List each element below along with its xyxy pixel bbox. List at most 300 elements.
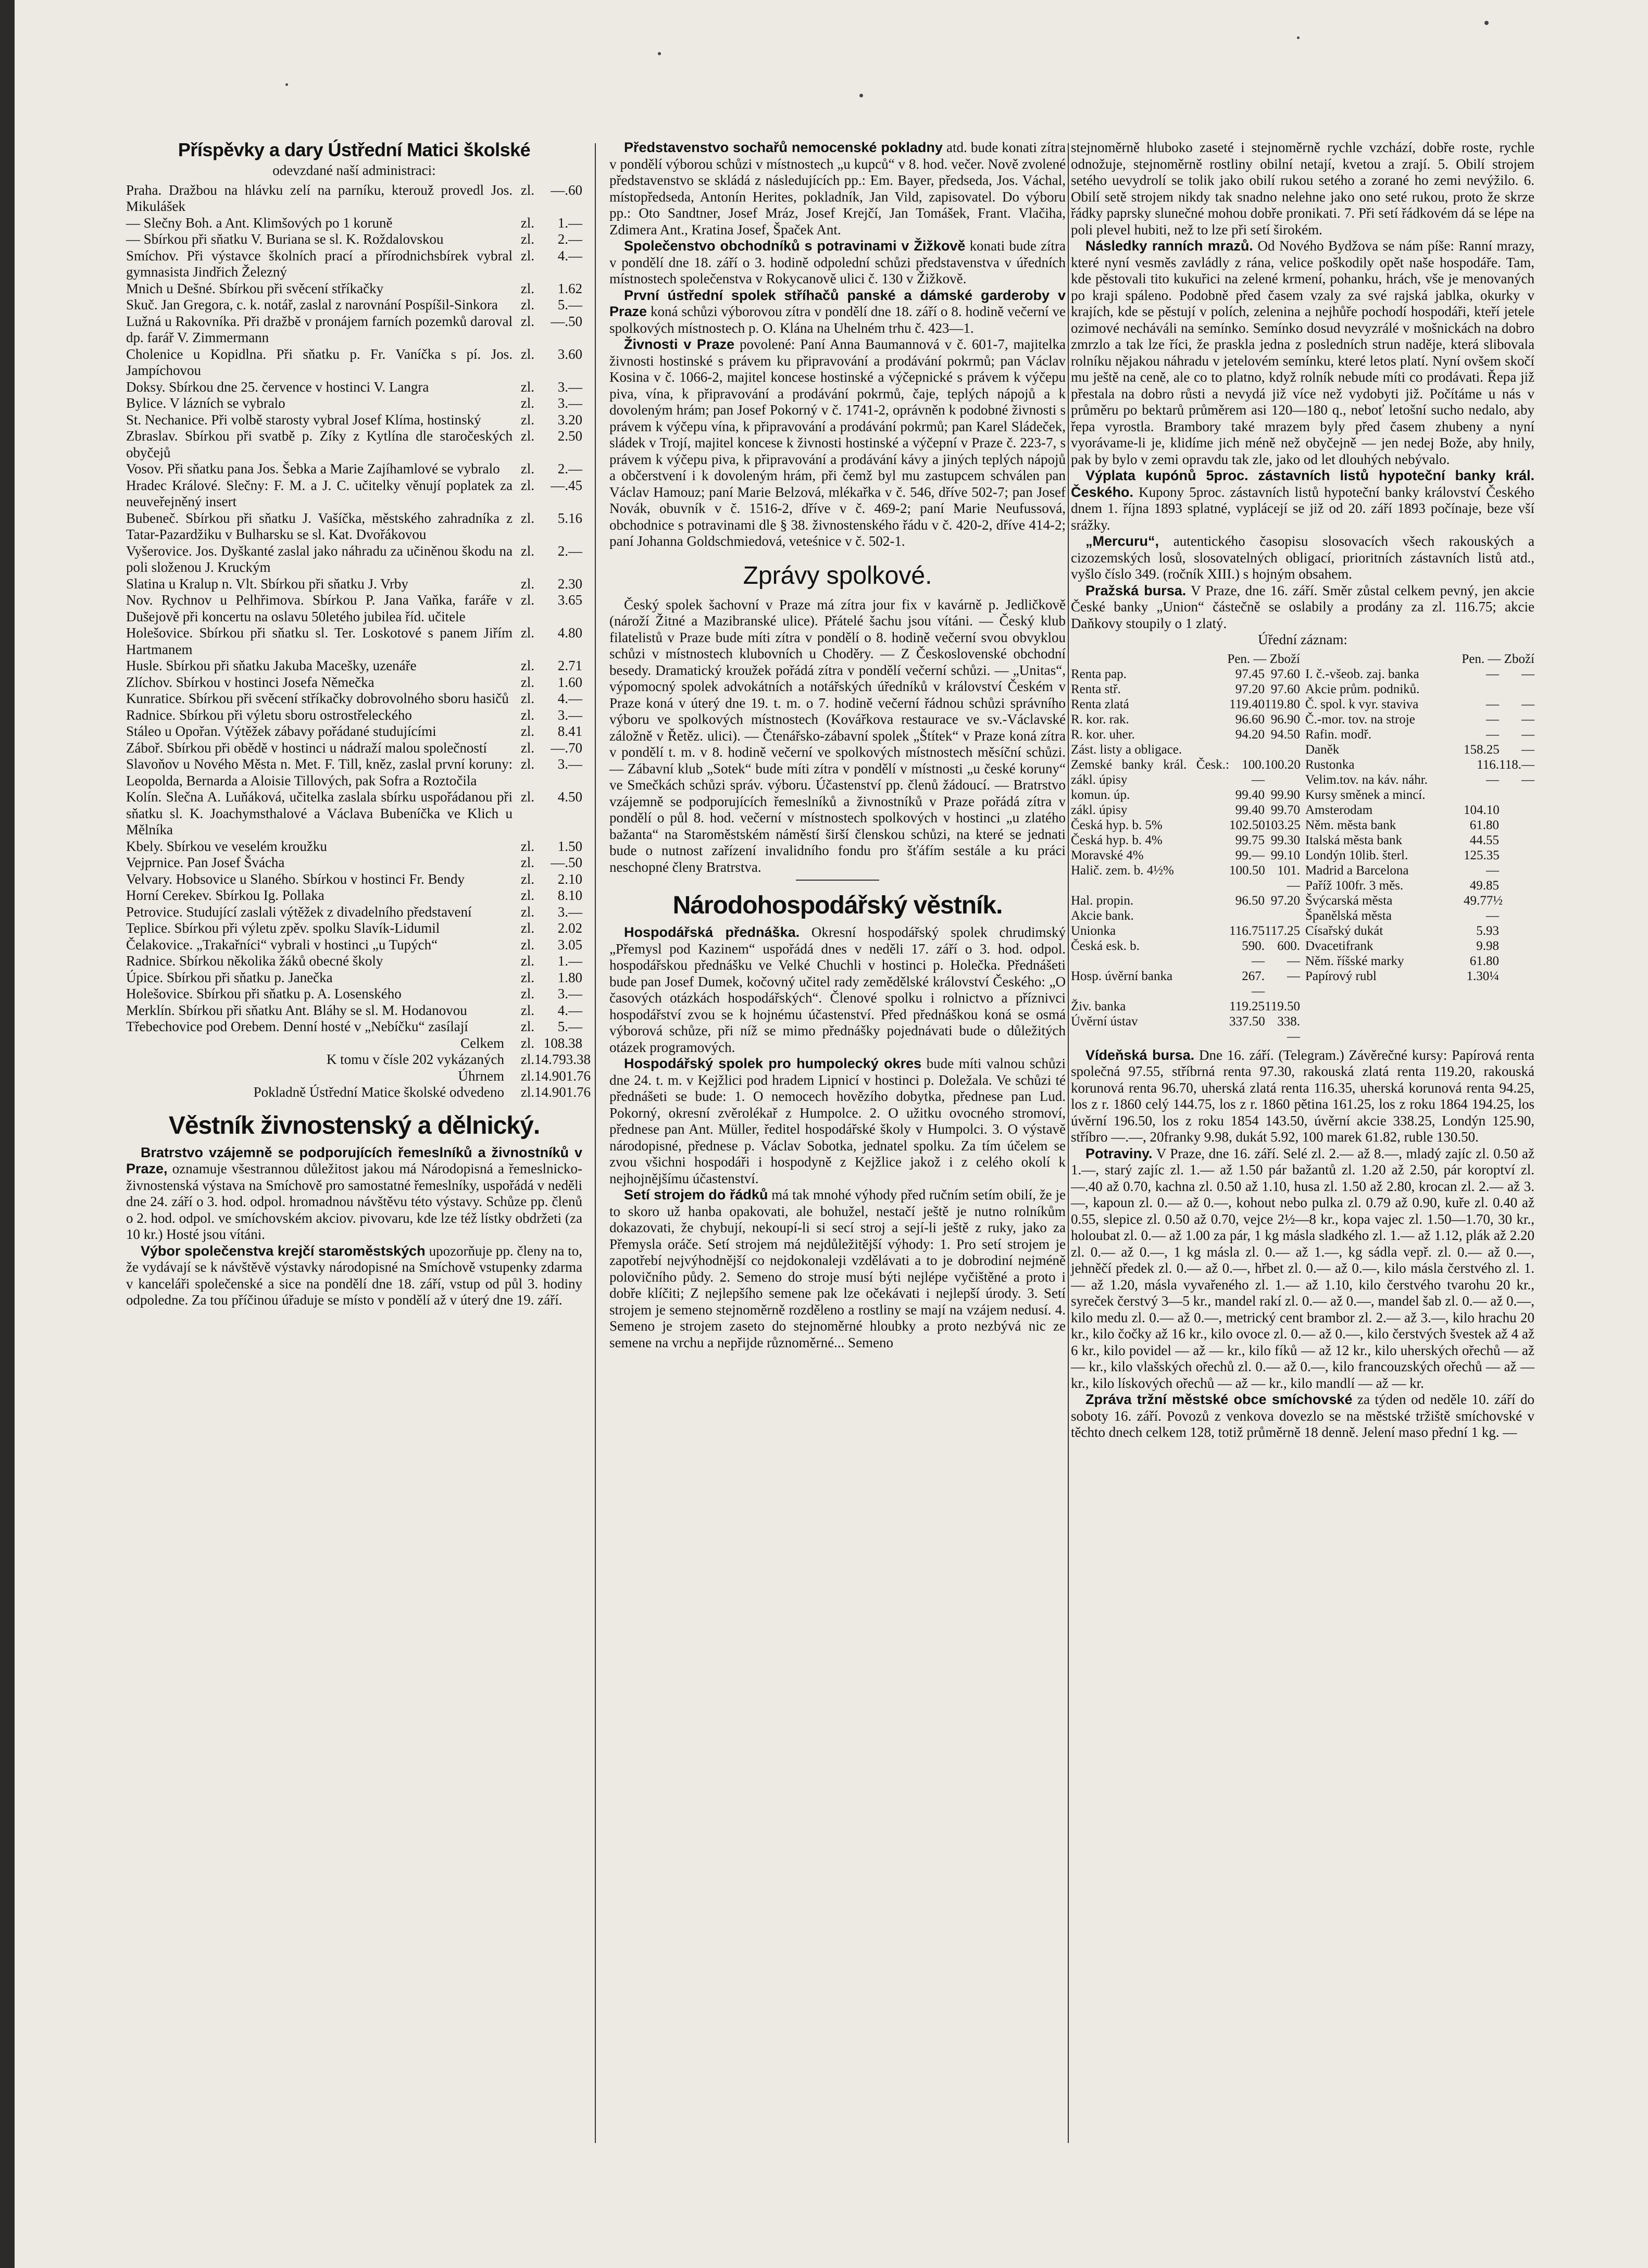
article-head: Hospodářský spolek pro humpolecký okres: [624, 1056, 922, 1071]
rate-goods: [1499, 818, 1534, 833]
total-currency: zl.: [520, 1084, 534, 1100]
total-currency: zl.: [520, 1035, 534, 1051]
donation-currency: zl.: [520, 411, 534, 428]
donation-currency: zl.: [520, 953, 534, 969]
rate-name: Velim.tov. na káv. náhr.: [1305, 772, 1428, 787]
rate-money: —: [1486, 772, 1499, 787]
donation-amount: 2.—: [557, 461, 582, 477]
rates-left: [1071, 651, 1300, 1044]
rate-money: —: [1486, 697, 1499, 711]
rate-money: 116.: [1477, 757, 1499, 772]
donation-entry: [126, 215, 582, 232]
rate-goods: [1499, 878, 1534, 893]
donation-text: — Sbírkou při sňatku V. Buriana se sl. K. Roždalovskou: [126, 231, 444, 247]
rate-money: 99.40: [1235, 803, 1265, 817]
rate-row: [1305, 727, 1534, 742]
donation-entry: [126, 953, 582, 970]
donation-text: Horní Cerekev. Sbírkou Ig. Pollaka: [126, 887, 324, 903]
rate-money: 61.80: [1469, 954, 1499, 968]
rate-goods: 99.70: [1270, 803, 1300, 817]
donation-currency: zl.: [520, 280, 534, 296]
donation-amount: 2.50: [557, 428, 582, 444]
rate-name: Renta zlatá: [1071, 697, 1129, 711]
donations-subheading: odevzdané naší administraci:: [272, 162, 436, 178]
article-head: Výplata kupónů 5proc. zástavních listů hypoteční banky král. Českého.: [1071, 468, 1534, 500]
donation-currency: zl.: [520, 625, 534, 641]
rate-row: [1071, 697, 1300, 712]
rate-money: 49.85: [1469, 878, 1499, 893]
rate-name: Císařský dukát: [1305, 923, 1383, 938]
rate-goods: [1499, 803, 1534, 818]
rate-row: [1305, 938, 1534, 954]
rate-row: [1305, 772, 1534, 787]
article-body: za týden od neděle 10. září do soboty 16. září. Povozů z venkova dovezlo se na městské tržiště smíchovské v těchto dnech celkem 128, totiž průměrně 18 denně. Jelení maso přední 1 kg. —: [1071, 1392, 1534, 1440]
rate-name: Česká hyp. b. 4%: [1071, 833, 1163, 847]
rate-goods: —: [1521, 772, 1534, 787]
article-body: má tak mnohé výhody před ručním setím obilí, že je to skoro už hanba opakovati, ale bohužel, nestačí ještě je nutno rolníkům dokazovati, že chybují, nekoupí-li si secí stroj a sejí-li ještě z ruky, jako za Přemysla oráče. Setí strojem má nejdůležitější výhody: 1. Pro setí strojem je zapotřebí nejvýhodnější co nejdokonaleji vzdělávati a to je dobrodiní nejméně polovičního půdy. 2. Semeno do stroje musí býti nejlépe vyčištěné a proto i dobře klíčiti; Z nejlepšího semene pak lze očekávati i nejlepší úrody. 3. Setí strojem je semeno stejnoměrně rozděleno a rostliny se mají na vzájem nedusí. 4. Semeno je strojem zaseto do stejnoměrné hloubky a proto nezbývá nic ze semene na vrchu a nepřijde různoměrné... Semeno: [609, 1187, 1066, 1350]
rate-money: 9.98: [1476, 938, 1499, 953]
donation-amount: 4.—: [557, 247, 582, 264]
article-head: První ústřední spolek stříhačů panské a dámské garderoby v Praze: [609, 287, 1066, 319]
rate-row: [1305, 803, 1534, 818]
rate-money: —: [1486, 908, 1499, 923]
article-head: Potraviny.: [1085, 1145, 1153, 1161]
article-paragraph: [126, 1145, 582, 1243]
column-rule: [595, 143, 596, 2143]
rate-name: Č.-mor. tov. na stroje: [1305, 712, 1415, 726]
donation-text: Zlíchov. Sbírkou v hostinci Josefa Němečka: [126, 674, 374, 690]
total-row: [126, 1068, 591, 1085]
rate-row: [1071, 923, 1300, 938]
rate-goods: 99.10: [1270, 848, 1300, 862]
donation-entry: [126, 379, 582, 396]
donation-text: Úpice. Sbírkou při sňatku p. Janečka: [126, 969, 333, 985]
total-amount: 14.901.76: [534, 1068, 591, 1084]
total-amount: 14.793.38: [534, 1051, 591, 1067]
donation-entry: [126, 904, 582, 921]
article-head: Živnosti v Praze: [624, 336, 734, 352]
announcements: [609, 140, 1066, 550]
article-paragraph: [609, 1056, 1066, 1187]
rate-money: 99.—: [1235, 848, 1265, 862]
donation-currency: zl.: [520, 297, 534, 312]
rate-goods: [1499, 848, 1534, 863]
donation-currency: zl.: [520, 379, 534, 395]
rate-money: —: [1486, 712, 1499, 726]
rates-heading: Úřední záznam:: [1258, 632, 1347, 647]
rate-row: [1071, 803, 1300, 818]
donation-currency: zl.: [520, 428, 534, 444]
donation-currency: zl.: [520, 346, 534, 362]
scan-speck: [658, 52, 661, 55]
donation-currency: zl.: [520, 838, 534, 854]
donation-currency: zl.: [520, 231, 534, 247]
rate-row: [1071, 893, 1300, 908]
article-paragraph: [1071, 238, 1534, 468]
donation-amount: 8.10: [557, 887, 582, 903]
rate-goods: [1499, 787, 1534, 803]
donation-amount: 2.—: [557, 231, 582, 247]
rate-money: 119.40: [1229, 697, 1265, 711]
rate-goods: [1499, 969, 1534, 984]
donation-currency: zl.: [520, 691, 534, 706]
column-rule: [1068, 143, 1069, 2143]
rate-row: [1071, 742, 1300, 757]
donation-amount: 1.—: [557, 953, 582, 969]
donation-entry: [126, 789, 582, 838]
donation-currency: zl.: [520, 986, 534, 1001]
article-paragraph: [609, 924, 1066, 1056]
donation-amount: 3.—: [557, 986, 582, 1001]
rate-name: Amsterodam: [1305, 803, 1373, 817]
rate-row: [1305, 667, 1534, 682]
article-body: konati bude zítra v pondělí dne 18. září o 3. hodině odpolední schůzi představenstva v úředních místnostech společenstva v Rokycanově ulici č. 130 v Žižkově.: [609, 238, 1066, 286]
donation-entry: [126, 576, 582, 593]
rate-name: R. kor. rak.: [1071, 712, 1129, 726]
rate-goods: [1499, 893, 1534, 908]
rate-goods: [1265, 742, 1300, 757]
scan-dark-edge: [0, 0, 15, 2268]
article-head: „Mercuru“,: [1085, 533, 1159, 549]
donation-entry: [126, 346, 582, 379]
total-amount: 108.38: [543, 1035, 582, 1051]
scan-speck: [1297, 36, 1300, 39]
donation-text: Radnice. Sbírkou několika žáků obecné školy: [126, 953, 383, 969]
rate-goods: [1499, 938, 1534, 954]
donation-text: — Slečny Boh. a Ant. Klimšových po 1 koruně: [126, 215, 393, 231]
rate-name: Paříž 100fr. 3 měs.: [1305, 878, 1404, 893]
donation-entry: [126, 691, 582, 707]
rate-name: Něm. města bank: [1305, 818, 1396, 832]
rate-name: zákl. úpisy: [1071, 803, 1128, 817]
donation-text: Kbely. Sbírkou ve veselém kroužku: [126, 838, 327, 854]
rate-name: Úvěrní ústav: [1071, 1014, 1138, 1029]
rate-row: [1071, 848, 1300, 863]
donation-amount: —.60: [551, 182, 582, 198]
rate-row: [1305, 878, 1534, 893]
rate-row: [1071, 938, 1300, 969]
rate-name: Madrid a Barcelona: [1305, 863, 1409, 878]
rate-goods: —: [1287, 969, 1300, 983]
donation-entry: [126, 461, 582, 478]
narodohospodarsky-vestnik-heading: Národohospodářský věstník.: [672, 892, 1003, 919]
rate-goods: 338.—: [1277, 1014, 1300, 1044]
donation-text: Cholenice u Kopidlna. Při sňatku p. Fr. Vaníčka s pí. Jos. Jampíchovou: [126, 346, 513, 378]
article-body: upozorňuje pp. členy na to, že vydávají se k návštěvě výstavky národopisné na Smíchově vstupenky zdarma v kanceláři společenské a sice na pondělí dne 18. září, vstup od půl 3. hodiny odpoledne. Za tou příčinou úřaduje se místo v pondělí až v úterý dne 19. září.: [126, 1243, 583, 1308]
donation-text: Vejprnice. Pan Josef Švácha: [126, 855, 285, 870]
rate-goods: 118.—: [1499, 757, 1534, 772]
donation-text: Mnich u Dešné. Sbírkou při svěcení stříkačky: [126, 280, 384, 296]
rate-name: Kursy směnek a mincí.: [1305, 787, 1426, 802]
rate-goods: 101.—: [1277, 863, 1300, 893]
donation-currency: zl.: [520, 477, 534, 493]
donation-amount: —.50: [551, 855, 582, 870]
donation-currency: zl.: [520, 215, 534, 231]
donation-amount: 2.02: [557, 920, 582, 936]
rate-name: Zemské banky král. Česk.: zákl. úpisy: [1071, 757, 1229, 787]
rate-name: I. č.-všeob. zaj. banka: [1305, 667, 1419, 681]
rate-goods: 103.25: [1265, 818, 1301, 832]
donation-amount: 4.—: [557, 1002, 582, 1018]
rate-goods: —: [1521, 667, 1534, 681]
donation-text: Velvary. Hobsovice u Slaného. Sbírkou v hostinci Fr. Bendy: [126, 871, 465, 887]
rate-name: Španělská města: [1305, 908, 1392, 923]
donation-entry: [126, 412, 582, 429]
rate-name: R. kor. uher.: [1071, 727, 1135, 742]
rate-row: [1305, 697, 1534, 712]
donation-currency: zl.: [520, 510, 534, 526]
total-currency: zl.: [520, 1051, 534, 1067]
rate-money: 97.20: [1235, 682, 1265, 696]
rate-money: 96.60: [1235, 712, 1265, 726]
rate-money: 44.55: [1469, 833, 1499, 847]
total-label: Pokladně Ústřední Matice školské odvedeno: [253, 1084, 504, 1100]
donation-currency: zl.: [520, 969, 534, 985]
total-row: [126, 1051, 591, 1068]
donation-text: Bylice. V lázních se vybralo: [126, 395, 285, 411]
article-body: V Praze, dne 16. září. Směr zůstal celkem pevný, jen akcie České banky „Union“ částečně se oslabily a prodány za zl. 116.75; akcie Daňkovy stoupily o 1 zlatý.: [1071, 582, 1535, 631]
donation-text: Třebechovice pod Orebem. Denní hosté v „Nebíčku“ zasílají: [126, 1019, 468, 1034]
rate-row: [1305, 757, 1534, 772]
donation-entry: [126, 855, 582, 871]
scan-speck: [1484, 21, 1489, 25]
rate-goods: 99.90: [1270, 787, 1300, 802]
rate-money: 116.75: [1229, 923, 1265, 938]
rate-goods: 100.20: [1265, 757, 1301, 772]
rate-money: 49.77½: [1464, 893, 1503, 908]
donation-currency: zl.: [520, 1002, 534, 1018]
donation-text: Kolín. Slečna A. Luňáková, učitelka zaslala sbírku uspořádanou při sňatku sl. K. Joachymsthalové a Václava Bubeníčka ve Klich u Mělníka: [126, 789, 513, 837]
rate-money: 100.—: [1242, 757, 1265, 787]
rate-money: 267.—: [1242, 969, 1265, 998]
rate-money: 61.80: [1469, 818, 1499, 832]
rate-row: [1305, 923, 1534, 938]
rate-money: 99.40: [1235, 787, 1265, 802]
donation-amount: —.50: [551, 313, 582, 329]
article-paragraph: [1071, 1392, 1534, 1441]
rate-money: —: [1486, 727, 1499, 742]
donation-text: Husle. Sbírkou při sňatku Jakuba Macešky, uzenáře: [126, 658, 417, 673]
economic-articles: [1071, 238, 1534, 632]
donation-currency: zl.: [520, 1019, 534, 1034]
donation-entry: [126, 658, 582, 674]
rate-goods: [1499, 908, 1534, 923]
rate-row: [1071, 863, 1300, 893]
rate-name: Č. spol. k vyr. staviva: [1305, 697, 1419, 711]
rate-money: 100.50: [1229, 863, 1265, 878]
rate-row: [1071, 727, 1300, 742]
rate-money: [1229, 742, 1265, 757]
donation-amount: 1.50: [557, 838, 582, 854]
article-head: Pražská bursa.: [1085, 582, 1187, 598]
donation-currency: zl.: [520, 936, 534, 953]
donation-text: Holešovice. Sbírkou při sňatku p. A. Losenského: [126, 986, 402, 1001]
rate-money: [1229, 908, 1265, 923]
donation-amount: 3.—: [557, 904, 582, 920]
rate-goods: [1265, 908, 1300, 923]
article-body: Okresní hospodářský spolek chrudimský „Přemysl pod Kazinem“ uspořádá dnes v neděli 17. září o 3. hod. odpol. hospodářskou přednášku ve Velké Chuchli v hostinci p. Holečka. Přednášeti bude pan Josef Dumek, kočovný učitel rady zemědělské království Českého: „O časových otázkách hospodářských“. Členové spolku i rolnictvo a příznivci hospodářství zvou se k hojnému účastenství. Před přednáškou koná se osmá výborová schůze, při níž se mimo přednášky pojednávati bude o důležitých otázek programových.: [609, 924, 1066, 1055]
rate-goods: —: [1521, 697, 1534, 711]
donation-text: Lužná u Rakovníka. Při dražbě v pronájem farních pozemků daroval dp. farář V. Zimmermann: [126, 313, 513, 345]
rate-money: 119.25: [1229, 999, 1265, 1013]
total-label: Úhrnem: [458, 1068, 504, 1084]
article-paragraph: [126, 1243, 582, 1309]
total-currency: zl.: [520, 1068, 534, 1084]
donations-heading: Příspěvky a dary Ústřední Matici školské: [178, 139, 531, 160]
donation-currency: zl.: [520, 543, 534, 559]
donation-currency: zl.: [520, 461, 534, 477]
vestnik-zivnostensky-articles: [126, 1145, 582, 1309]
donation-entry: [126, 297, 582, 314]
donation-text: St. Nechanice. Při volbě starosty vybral Josef Klíma, hostinský: [126, 411, 481, 428]
donation-currency: zl.: [520, 855, 534, 870]
rate-row: [1305, 969, 1534, 984]
donation-entry: [126, 248, 582, 281]
donation-amount: 3.05: [557, 936, 582, 953]
article-body: oznamuje všestrannou důležitost jakou má Národopisná a řemeslnicko-živnostenská výstava na Smíchově pro samostatné řemeslníky, uspořádá v neděli dne 24. září o 3. hod. odpol. hromadnou návštěvu této výstavy. Schůze pp. členů o 2. hod. odpol. ve smíchovském akciov. pivovaru, kde lze též lístky obdržeti (za 10 kr.) Hosté jsou vítáni.: [126, 1161, 583, 1242]
donation-amount: 1.—: [557, 215, 582, 231]
rate-goods: 94.50: [1270, 727, 1300, 742]
rate-money: 96.50: [1235, 893, 1265, 908]
rate-name: Italská města bank: [1305, 833, 1403, 847]
donation-amount: 4.—: [557, 691, 582, 706]
donation-amount: 3.—: [557, 707, 582, 723]
article-body: povolené: Paní Anna Baumannová v č. 601-7, majitelka živnosti hostinské s právem ku připravování a prodávání pokrmů; pan Václav Kosina v č. 1066-2, majitel koncese hostinské a výčepnické s právem k výčepu piva, vína, k připravování a prodávání pokrmů, čaje, teplých nápojů a k dovoleným hrám; pan Josef Pokorný v č. 1741-2, oprávněn k podobné živnosti s právem k výčepu vína, k připravování a prodávání pokrmů; pan Karel Sládeček, sládek v Trojí, majitel koncese k živnosti hostinské a výčepní v Praze č. 223-7, s právem k výčepu piva, k připravování a prodávání kávy a jiných teplých nápojů a občerstvení i k dovoleným hrám, při čemž byl mu zastupcem schválen pan Václav Hamouz; paní Marie Belzová, mlékařka v č. 546, dříve 502-7; pan Josef Novák, obuvník v č. 1516-2, dříve v č. 469-2; paní Marie Neufussová, obchodnice s potravinami dle § 38. živnostenského řádu v č. 420-2, dříve 414-2; paní Johanna Goldschmiedová, veteśnice v č. 502-1.: [609, 336, 1066, 549]
rate-name: Halič. zem. b. 4½%: [1071, 863, 1174, 878]
total-amount: 14.901.76: [534, 1084, 591, 1100]
donation-entry: [126, 428, 582, 461]
donation-entry: [126, 182, 582, 215]
rate-name: Zást. listy a obligace.: [1071, 742, 1182, 757]
rates-right: [1305, 651, 1534, 1044]
rate-money: 1.30¼: [1466, 969, 1499, 983]
donations-ledger: [126, 182, 582, 1035]
donation-amount: 4.50: [557, 789, 582, 805]
rate-goods: [1499, 923, 1534, 938]
donation-entry: [126, 970, 582, 986]
rate-row: [1305, 742, 1534, 757]
donation-currency: zl.: [520, 658, 534, 673]
donation-amount: 5.16: [557, 510, 582, 526]
rate-name: Hosp. úvěrní banka: [1071, 969, 1173, 983]
rate-name: Akcie bank.: [1071, 908, 1134, 923]
rate-goods: 117.25: [1265, 923, 1300, 938]
rate-money: [1464, 682, 1499, 697]
rate-row: [1305, 833, 1534, 848]
rate-row: [1071, 908, 1300, 923]
article-head: Společenstvo obchodníků s potravinami v Žižkově: [624, 238, 966, 254]
donation-amount: 2.10: [557, 871, 582, 887]
rate-goods: [1499, 833, 1534, 848]
donation-entry: [126, 986, 582, 1003]
right-column: [1071, 140, 1534, 2244]
donation-amount: 3.—: [557, 756, 582, 772]
donation-text: Holešovice. Sbírkou při sňatku sl. Ter. Loskotové s panem Jiřím Hartmanem: [126, 625, 513, 657]
donation-amount: 2.71: [557, 658, 582, 673]
donation-text: Kunratice. Sbírkou při svěcení stříkačky dobrovolného sboru hasičů: [126, 691, 509, 706]
donation-amount: 2.—: [557, 543, 582, 559]
article-head: Zpráva tržní městské obce smíchovské: [1085, 1392, 1353, 1407]
rate-money: 102.50: [1229, 818, 1265, 832]
donation-currency: zl.: [520, 182, 534, 198]
rate-row: [1305, 848, 1534, 863]
donation-entry: [126, 674, 582, 691]
donation-entry: [126, 920, 582, 937]
vestnik-zivnostensky-heading: Věstník živnostenský a dělnický.: [168, 1111, 540, 1139]
article-head: Hospodářská přednáška.: [624, 924, 800, 940]
donation-currency: zl.: [520, 887, 534, 903]
rate-row: [1071, 757, 1300, 787]
article-body: atd. bude konati zítra v pondělí výborou schůzi v místnostech „u kupců“ v 8. hod. večer. Nově zvolené představenstvo se skládá z následujících pp.: Em. Bayer, předseda, Jos. Váchal, místopředseda, Antonín Herites, pokladník, Jan Vild, zapisovatel. Do výboru pp.: Oto Sandtner, Josef Mráz, Josef Krejčí, Jan Tomášek, Frant. Vlačiha, Zdimera Ant., Kratina Josef, Špaček Ant.: [609, 140, 1066, 237]
total-row: [126, 1035, 582, 1052]
article-head: Představenstvo sochařů nemocenské pokladny: [624, 140, 943, 155]
rate-money: 5.93: [1476, 923, 1499, 938]
rate-row: [1305, 712, 1534, 727]
rate-row: [1305, 954, 1534, 969]
rate-name: komun. úp.: [1071, 787, 1130, 802]
rate-name: Rustonka: [1305, 757, 1355, 772]
zpravy-spolkove-body: Český spolek šachovní v Praze má zítra jour fix v kavárně p. Jedličkově (nároží Žitné a Mazibranské ulice). Přátelé šachu jsou vítáni. — Český klub filatelistů v Praze bude míti zítra v pondělí o 8. hodině večerní svou obvyklou schůzi v místnostech klubovních u Choděry. — Z Československé obchodní besedy. Dramatický kroužek pořádá zítra v pondělí večerní schůzi. — „Unitas“, výpomocný spolek advokátních a notářských úředníků v království Českém v Praze koná v úterý dne 19. t. m. o 7. hodině večerní řádnou schůzi správního výboru ve spolkových místnostech (Kovářkova restaurace ve sv.-Václavské záložně v Řetěz. ulici). — Čtenářsko-zábavní spolek „Štítek“ v Praze koná zítra v pondělí t. m. v 8. hodině večerní ve spolkových místnostech měsíční schůzi. — Zábavní klub „Sotek“ bude míti zítra v pondělí v místnosti „u české koruny“ ve Smečkách schůzi správ. výboru. Účastenství pp. členů žádoucí. — Bratrstvo vzájemně se podporujících řemeslníků a živnostníků v Praze pořádá zítra v pondělí o půl 8. hod. večerní v místnostech spolkových v hostinci „u zlatého bažanta“ na Staroměstském náměstí širší členskou schůzi, na které se jednati bude o nutnost zařízení invalidního fondu pro šťáfím sestále a ku práci neschopné členy Bratrstva.: [609, 596, 1066, 875]
rate-name: Akcie prům. podniků.: [1305, 682, 1420, 696]
article-paragraph: [1071, 1146, 1534, 1392]
article-body: autentického časopisu slosovacích všech rakouských a cizozemských losů, slosovatelných obligací, prioritních zástavních listů atd., vyšlo číslo 349. (ročník XIII.) s hojným obsahem.: [1071, 533, 1535, 582]
article-paragraph: [609, 1187, 1066, 1351]
article-paragraph: [609, 336, 1066, 550]
donation-currency: zl.: [520, 723, 534, 739]
market-reports: [1071, 1047, 1534, 1441]
rate-row: [1305, 863, 1534, 878]
total-label: K tomu v čísle 202 vykázaných: [326, 1051, 504, 1067]
article-head: Výbor společenstva krejčí staroměstských: [141, 1243, 426, 1259]
rate-money: 125.35: [1464, 848, 1500, 862]
rates-col-header: [1305, 651, 1534, 667]
donation-entry: [126, 314, 582, 346]
donation-entry: [126, 723, 582, 740]
article-head: Vídeňská bursa.: [1085, 1047, 1195, 1063]
donation-amount: 1.60: [557, 674, 582, 690]
rate-goods: 97.60: [1270, 682, 1300, 696]
rate-money: 97.45: [1235, 667, 1265, 681]
donation-entry: [126, 281, 582, 297]
donation-entry: [126, 740, 582, 757]
donation-currency: zl.: [520, 789, 534, 805]
donation-entry: [126, 395, 582, 412]
divider: [796, 880, 879, 881]
exchange-rates-table: [1071, 651, 1534, 1044]
donation-text: Záboř. Sbírkou při obědě v hostinci u nádraží malou společností: [126, 740, 487, 756]
donation-currency: zl.: [520, 674, 534, 690]
rates-col-label: Pen. — Zboží: [1227, 651, 1300, 666]
rate-goods: —: [1521, 712, 1534, 726]
rate-name: Česká hyp. b. 5%: [1071, 818, 1163, 832]
rate-money: —: [1486, 667, 1499, 681]
rate-row: [1071, 969, 1300, 999]
rate-money: 337.50: [1229, 1014, 1265, 1029]
rate-goods: [1499, 682, 1534, 697]
article-head: Setí strojem do řádků: [624, 1187, 768, 1202]
donation-amount: 3.20: [557, 411, 582, 428]
rate-name: Živ. banka: [1071, 999, 1126, 1013]
rate-name: Něm. říšské marky: [1305, 954, 1404, 968]
donation-text: Skuč. Jan Gregora, c. k. notář, zaslal z narovnání Pospíšil-Sinkora: [126, 297, 498, 312]
rate-name: Česká esk. b.: [1071, 938, 1140, 953]
rate-name: Moravské 4%: [1071, 848, 1144, 862]
donation-amount: 1.62: [557, 280, 582, 296]
donation-entry: [126, 231, 582, 248]
donation-text: Bubeneč. Sbírkou při sňatku J. Vašíčka, městského zahradníka z Tatar-Pazardžiku v Bulharsku se sl. Kat. Dvořákovou: [126, 510, 513, 542]
rate-row: [1305, 787, 1534, 803]
donation-amount: 5.—: [557, 1019, 582, 1034]
